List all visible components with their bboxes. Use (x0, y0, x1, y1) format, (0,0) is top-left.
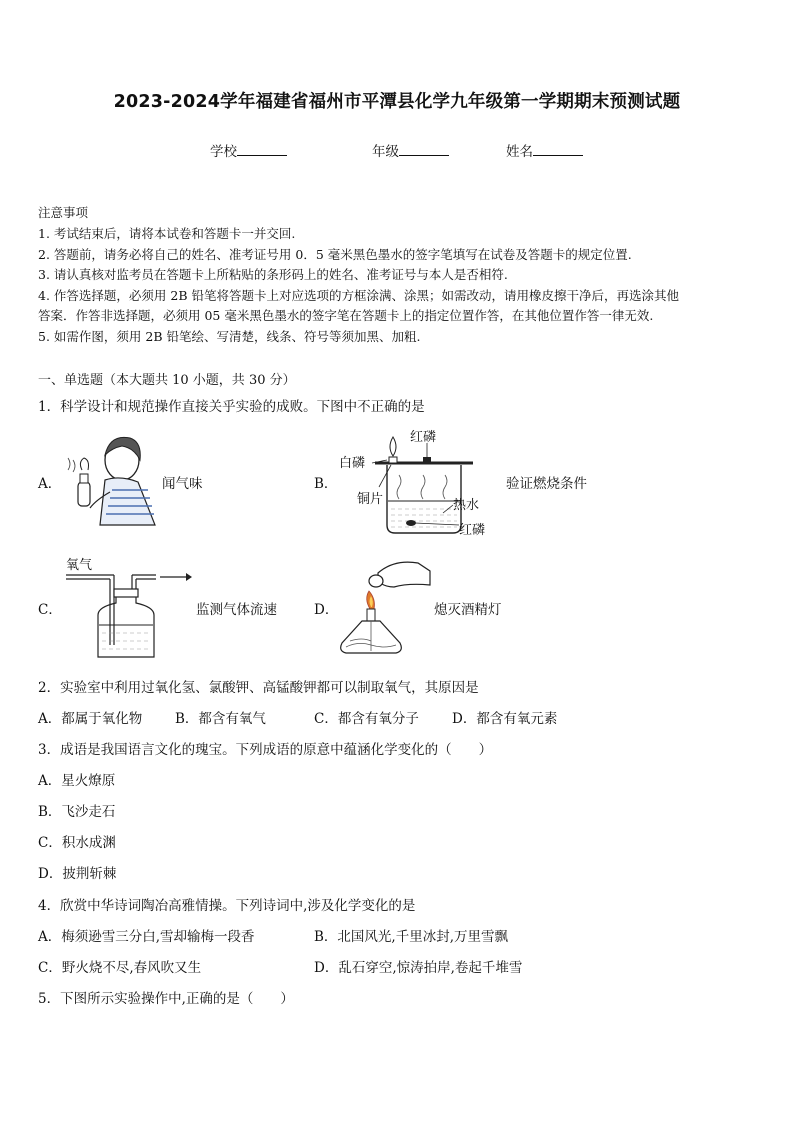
label-oxygen: 氧气 (66, 558, 93, 573)
grade-label: 年级 (372, 144, 399, 160)
alcohol-lamp-figure (338, 553, 433, 663)
notice-item: 1. 考试结束后，请将本试卷和答题卡一并交回. (38, 226, 296, 241)
label-white-phosphorus: 白磷 (339, 456, 366, 471)
notice-item: 4. 作答选择题，必须用 2B 铅笔将答题卡上对应选项的方框涂满、涂黑；如需改动，请用橡皮擦干净后，再选涂其他 (38, 288, 679, 303)
q1-option-b-letter: B． (314, 476, 338, 492)
question-5-stem: 5．下图所示实验操作中,正确的是（ ） (38, 991, 294, 1007)
q4-option-d: D．乱石穿空,惊涛拍岸,卷起千堆雪 (314, 960, 523, 976)
q4-option-b: B．北国风光,千里冰封,万里雪飘 (314, 929, 509, 945)
q2-option-a: A．都属于氧化物 (38, 711, 143, 727)
q4-option-a: A．梅须逊雪三分白,雪却输梅一段香 (38, 929, 255, 945)
grade-field (372, 140, 449, 160)
grade-blank (399, 143, 449, 156)
smell-gas-figure (60, 430, 160, 530)
notice-item: 答案．作答非选择题，必须用 05 毫米黑色墨水的签字笔在答题卡上的指定位置作答，在其他位置作答一律无效. (38, 308, 654, 323)
q2-option-c: C．都含有氧分子 (314, 711, 419, 727)
question-1-stem: 1．科学设计和规范操作直接关乎实验的成败。下图中不正确的是 (38, 399, 425, 415)
section-heading: 一、单选题（本大题共 10 小题，共 30 分） (38, 373, 296, 388)
question-3-stem: 3．成语是我国语言文化的瑰宝。下列成语的原意中蕴涵化学变化的（ ） (38, 742, 493, 758)
notice-item: 5. 如需作图，须用 2B 铅笔绘、写清楚，线条、符号等须加黑、加粗. (38, 329, 421, 344)
notice-item: 2. 答题前，请务必将自己的姓名、准考证号用 0．5 毫米黑色墨水的签字笔填写在试卷及答题卡的规定位置. (38, 247, 632, 262)
q1-option-d-letter: D． (314, 602, 339, 618)
q3-option-a: A．星火燎原 (38, 773, 116, 789)
notice-heading: 注意事项 (38, 205, 89, 220)
school-label: 学校 (210, 144, 237, 160)
q1-option-d-caption: 熄灭酒精灯 (434, 602, 502, 618)
label-hot-water: 热水 (453, 498, 480, 513)
gas-flow-figure (60, 553, 195, 663)
notice-item: 3. 请认真核对监考员在答题卡上所粘贴的条形码上的姓名、准考证号与本人是否相符. (38, 267, 508, 282)
q3-option-d: D．披荆斩棘 (38, 866, 117, 882)
q1-option-c-letter: C． (38, 602, 62, 618)
q1-option-b-caption: 验证燃烧条件 (506, 476, 587, 492)
label-copper-plate: 铜片 (357, 492, 384, 507)
question-4-stem: 4．欣赏中华诗词陶冶高雅情操。下列诗词中,涉及化学变化的是 (38, 898, 416, 914)
label-red-phosphorus-top: 红磷 (410, 430, 437, 445)
q1-option-c-caption: 监测气体流速 (196, 602, 277, 618)
page-title: 2023-2024学年福建省福州市平潭县化学九年级第一学期期末预测试题 (113, 92, 681, 112)
name-field (506, 140, 583, 160)
q1-option-a-caption: 闻气味 (162, 476, 203, 492)
name-blank (533, 143, 583, 156)
q1-option-a-letter: A． (38, 476, 62, 492)
name-label: 姓名 (506, 144, 533, 160)
question-2-stem: 2．实验室中利用过氧化氢、氯酸钾、高锰酸钾都可以制取氧气，其原因是 (38, 680, 479, 696)
q4-option-c: C．野火烧不尽,春风吹又生 (38, 960, 202, 976)
q2-option-d: D．都含有氧元素 (452, 711, 558, 727)
q3-option-b: B．飞沙走石 (38, 804, 116, 820)
school-blank (237, 143, 287, 156)
school-field (210, 140, 287, 160)
q3-option-c: C．积水成渊 (38, 835, 116, 851)
combustion-figure (335, 425, 500, 540)
label-red-phosphorus-bottom: 红磷 (459, 523, 486, 538)
q2-option-b: B．都含有氧气 (175, 711, 266, 727)
